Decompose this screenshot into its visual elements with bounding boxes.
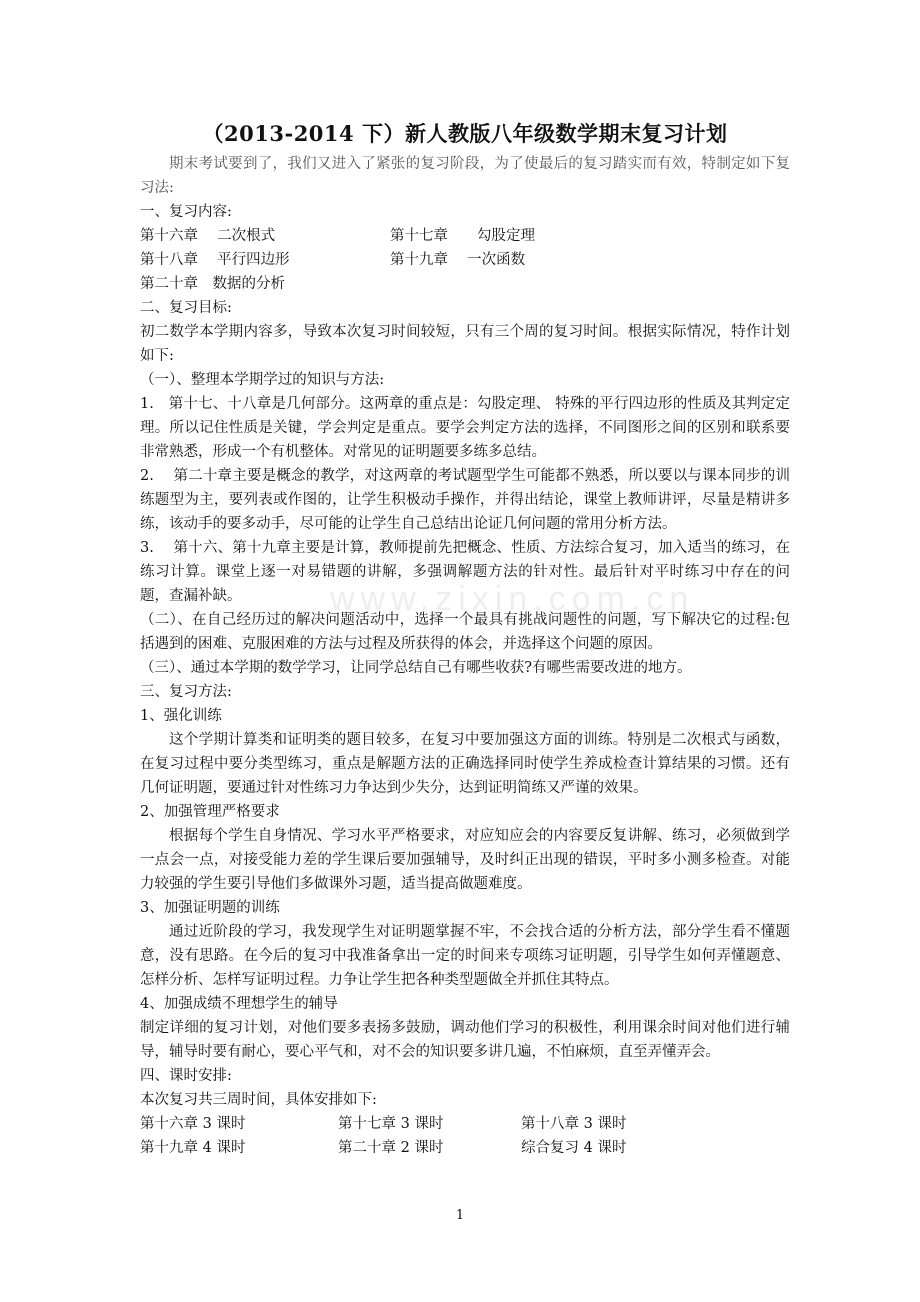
subsection-1-heading: （一）、整理本学期学过的知识与方法: [140, 372, 385, 388]
section-4-heading: 四、课时安排: [140, 1068, 232, 1084]
schedule-item: 综合复习 4 课时 [521, 1140, 627, 1156]
method-4-text: 制定详细的复习计划，对他们要多表扬多鼓励，调动他们学习的积极性，利用课余时间对他们进行辅导，辅导时要有耐心，要心平气和，对不会的知识要多讲几遍，不怕麻烦，直至弄懂弄会。 [140, 1020, 790, 1060]
watermark: www.zixin.com.cn [330, 580, 695, 618]
method-2-heading: 2、加强管理严格要求 [140, 804, 280, 820]
paragraph-1: 1. 第十七、十八章是几何部分。这两章的重点是：勾股定理、 特殊的平行四边形的性质及其判定定理。所以记住性质是关键，学会判定是重点。要学会判定方法的选择，不同图形之间的区别和联系要非常熟悉，形成一个有机整体。对常见的证明题要多练多总结。 [140, 396, 790, 460]
schedule-item: 第十六章 3 课时 [140, 1116, 246, 1132]
document-page [140, 118, 790, 1160]
section-1-heading: 一、复习内容: [140, 204, 232, 220]
intro-paragraph: 期末考试要到了，我们又进入了紧张的复习阶段，为了使最后的复习踏实而有效，特制定如下复习法: [140, 156, 790, 196]
paragraph-2: 2. 第二十章主要是概念的教学，对这两章的考试题型学生可能都不熟悉，所以要以与课本同步的训练题型为主，要列表或作图的，让学生积极动手操作，并得出结论，课堂上教师讲评，尽量是精讲多练，该动手的要多动手，尽可能的让学生自己总结出论证几何问题的常用分析方法。 [140, 468, 790, 532]
page-number: 1 [455, 1208, 465, 1223]
content-row [140, 272, 790, 296]
chapter-item: 第十七章 勾股定理 [390, 228, 535, 244]
method-3-heading: 3、加强证明题的训练 [140, 900, 280, 916]
section-2-heading: 二、复习目标: [140, 300, 232, 316]
method-1-heading: 1、强化训练 [140, 708, 222, 724]
paragraph-3: 3. 第十六、第十九章主要是计算，教师提前先把概念、性质、方法综合复习，加入适当的练习，在练习计算。课堂上逐一对易错题的讲解，多强调解题方法的针对性。最后针对平时练习中存在的问题，查漏补缺。 [140, 540, 790, 604]
subsection-2: （二）、在自己经历过的解决问题活动中，选择一个最具有挑战问题性的问题，写下解决它的过程:包括遇到的困难、克服困难的方法与过程及所获得的体会，并选择这个问题的原因。 [140, 612, 790, 652]
schedule-item: 第二十章 2 课时 [338, 1140, 444, 1156]
section-3-heading: 三、复习方法: [140, 684, 232, 700]
document-title: （2013-2014 下）新人教版八年级数学期末复习计划 [202, 121, 728, 146]
content-row [140, 248, 790, 272]
schedule-item: 第十八章 3 课时 [521, 1116, 627, 1132]
chapter-item: 第二十章 数据的分析 [140, 276, 285, 292]
method-2-text: 根据每个学生自身情况、学习水平严格要求，对应知应会的内容要反复讲解、练习，必须做到学一点会一点，对接受能力差的学生课后要加强辅导，及时纠正出现的错误，平时多小测多检查。对能力较强的学生要引导他们多做课外习题，适当提高做题难度。 [140, 828, 790, 892]
section-4-intro: 本次复习共三周时间，具体安排如下: [140, 1092, 377, 1108]
schedule-row [140, 1112, 790, 1136]
method-4-heading: 4、加强成绩不理想学生的辅导 [140, 996, 338, 1012]
method-1-text: 这个学期计算类和证明类的题目较多，在复习中要加强这方面的训练。特别是二次根式与函数，在复习过程中要分类型练习，重点是解题方法的正确选择同时使学生养成检查计算结果的习惯。还有几何证明题，要通过针对性练习力争达到少失分，达到证明简练又严谨的效果。 [140, 732, 790, 796]
chapter-item: 第十九章 一次函数 [390, 252, 526, 268]
content-row [140, 224, 790, 248]
chapter-item: 第十八章 平行四边形 [140, 252, 290, 268]
schedule-item: 第十七章 3 课时 [338, 1116, 444, 1132]
method-3-text: 通过近阶段的学习，我发现学生对证明题掌握不牢，不会找合适的分析方法，部分学生看不懂题意，没有思路。在今后的复习中我准备拿出一定的时间来专项练习证明题，引导学生如何弄懂题意、怎样分析、怎样写证明过程。力争让学生把各种类型题做全并抓住其特点。 [140, 924, 790, 988]
section-2-intro: 初二数学本学期内容多，导致本次复习时间较短，只有三个周的复习时间。根据实际情况，特作计划如下: [140, 324, 790, 364]
chapter-item: 第十六章 二次根式 [140, 228, 276, 244]
schedule-item: 第十九章 4 课时 [140, 1140, 246, 1156]
subsection-3: （三）、通过本学期的数学学习，让同学总结自己有哪些收获?有哪些需要改进的地方。 [140, 660, 692, 676]
schedule-row [140, 1136, 790, 1160]
